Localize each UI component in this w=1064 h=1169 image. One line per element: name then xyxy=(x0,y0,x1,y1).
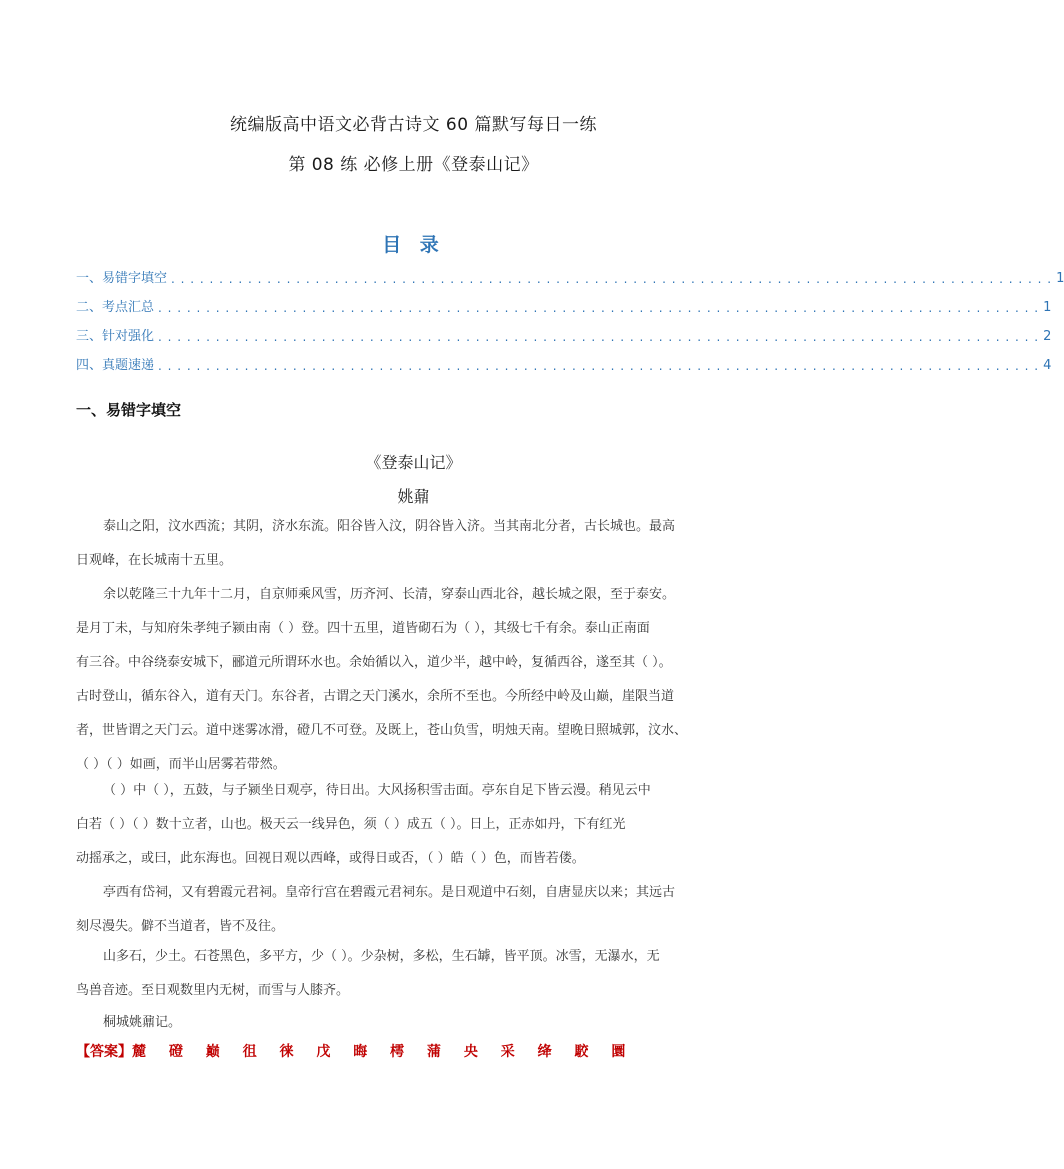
toc-leader-dots: . . . . . . . . . . . . . . . . . . . . . . . . . . . . . . . . . . . . . . . . . . . . . . . . . . . . . . . . . . . . . . . . . . . . . . . . . . . . . . . . . . . . . . . . . . . . xyxy=(158,330,1040,344)
toc-item-label[interactable]: 三、针对强化 xyxy=(76,329,155,344)
paragraph-line: 鸟兽音迹。至日观数里内无树，而雪与人膝齐。 xyxy=(76,983,350,998)
document-subtitle: 第 08 练 必修上册《登泰山记》 xyxy=(288,155,539,175)
section-heading: 一、易错字填空 xyxy=(76,401,182,419)
paragraph-line: 是月丁未，与知府朱孝纯子颍由南（ ）登。四十五里，道皆砌石为（ ），其级七千有余。泰山正南面 xyxy=(76,621,650,636)
poem-title: 《登泰山记》 xyxy=(365,453,462,472)
poem-paragraph-1 xyxy=(76,510,752,578)
poem-paragraph-2 xyxy=(76,578,752,782)
paragraph-line: 者，世皆谓之天门云。道中迷雾冰滑，磴几不可登。及既上，苍山负雪，明烛天南。望晚日照城郭，汶水、 xyxy=(76,723,688,738)
toc-item-page[interactable]: 2 xyxy=(1043,329,1052,344)
poem-paragraph-3 xyxy=(76,774,752,876)
poem-author: 姚鼐 xyxy=(397,487,430,506)
toc-leader-dots: . . . . . . . . . . . . . . . . . . . . . . . . . . . . . . . . . . . . . . . . . . . . . . . . . . . . . . . . . . . . . . . . . . . . . . . . . . . . . . . . . . . . . . . . . . . . xyxy=(158,301,1040,315)
toc-item-page[interactable]: 4 xyxy=(1043,358,1052,373)
paragraph-line: 日观峰，在长城南十五里。 xyxy=(76,553,233,568)
toc-item-2[interactable] xyxy=(76,295,1052,315)
toc-item-page[interactable]: 1 xyxy=(1056,271,1064,286)
toc-leader-dots: . . . . . . . . . . . . . . . . . . . . . . . . . . . . . . . . . . . . . . . . . . . . . . . . . . . . . . . . . . . . . . . . . . . . . . . . . . . . . . . . . . . . . . . . . . . . xyxy=(171,272,1053,286)
toc-item-3[interactable] xyxy=(76,324,1052,344)
answer-chars: 麓 磴 巅 徂 徕 戊 晦 樗 蒲 央 采 绛 駮 圜 xyxy=(132,1044,635,1060)
answer-tag: 【答案】 xyxy=(76,1044,132,1060)
paragraph-line: （ ）（ ）如画，而半山居雾若带然。 xyxy=(76,757,286,772)
poem-paragraph-4 xyxy=(76,876,752,944)
toc-item-label[interactable]: 四、真题速递 xyxy=(76,358,155,373)
poem-paragraph-6 xyxy=(76,1006,752,1040)
poem-paragraph-5 xyxy=(76,940,752,1008)
paragraph-line: 有三谷。中谷绕泰安城下，郦道元所谓环水也。余始循以入，道少半，越中岭，复循西谷，遂至其（ ）。 xyxy=(76,655,672,670)
paragraph-line: （ ）中（ ），五鼓，与子颍坐日观亭，待日出。大风扬积雪击面。亭东自足下皆云漫。稍见云中 xyxy=(103,783,651,798)
toc-leader-dots: . . . . . . . . . . . . . . . . . . . . . . . . . . . . . . . . . . . . . . . . . . . . . . . . . . . . . . . . . . . . . . . . . . . . . . . . . . . . . . . . . . . . . . . . . . . . xyxy=(158,359,1040,373)
toc-item-4[interactable] xyxy=(76,353,1052,373)
document-title: 统编版高中语文必背古诗文 60 篇默写每日一练 xyxy=(230,115,597,135)
paragraph-line: 白若（ ）（ ）数十立者，山也。极天云一线异色，须（ ）成五（ ）。日上，正赤如丹，下有红光 xyxy=(76,817,626,832)
toc-title: 目 录 xyxy=(382,234,445,256)
toc-item-1[interactable] xyxy=(76,266,1064,286)
paragraph-line: 古时登山，循东谷入，道有天门。东谷者，古谓之天门溪水，余所不至也。今所经中岭及山巅，崖限当道 xyxy=(76,689,675,704)
paragraph-line: 山多石，少土。石苍黑色，多平方，少（ ）。少杂树，多松，生石罅，皆平顶。冰雪，无瀑水，无 xyxy=(103,949,660,964)
paragraph-line: 亭西有岱祠，又有碧霞元君祠。皇帝行宫在碧霞元君祠东。是日观道中石刻，自唐显庆以来；其远古 xyxy=(103,885,676,900)
paragraph-line: 余以乾隆三十九年十二月，自京师乘风雪，历齐河、长清，穿泰山西北谷，越长城之限，至于泰安。 xyxy=(103,587,676,602)
toc-item-label[interactable]: 一、易错字填空 xyxy=(76,271,168,286)
paragraph-line: 桐城姚鼐记。 xyxy=(103,1015,182,1030)
toc-item-page[interactable]: 1 xyxy=(1043,300,1052,315)
answer-line xyxy=(76,1041,634,1061)
paragraph-line: 泰山之阳，汶水西流；其阴，济水东流。阳谷皆入汶，阴谷皆入济。当其南北分者，古长城也。最高 xyxy=(103,519,676,534)
paragraph-line: 动摇承之，或曰，此东海也。回视日观以西峰，或得日或否，（ ）皓（ ）色，而皆若偻。 xyxy=(76,851,585,866)
paragraph-line: 刻尽漫失。僻不当道者，皆不及往。 xyxy=(76,919,285,934)
toc-item-label[interactable]: 二、考点汇总 xyxy=(76,300,155,315)
